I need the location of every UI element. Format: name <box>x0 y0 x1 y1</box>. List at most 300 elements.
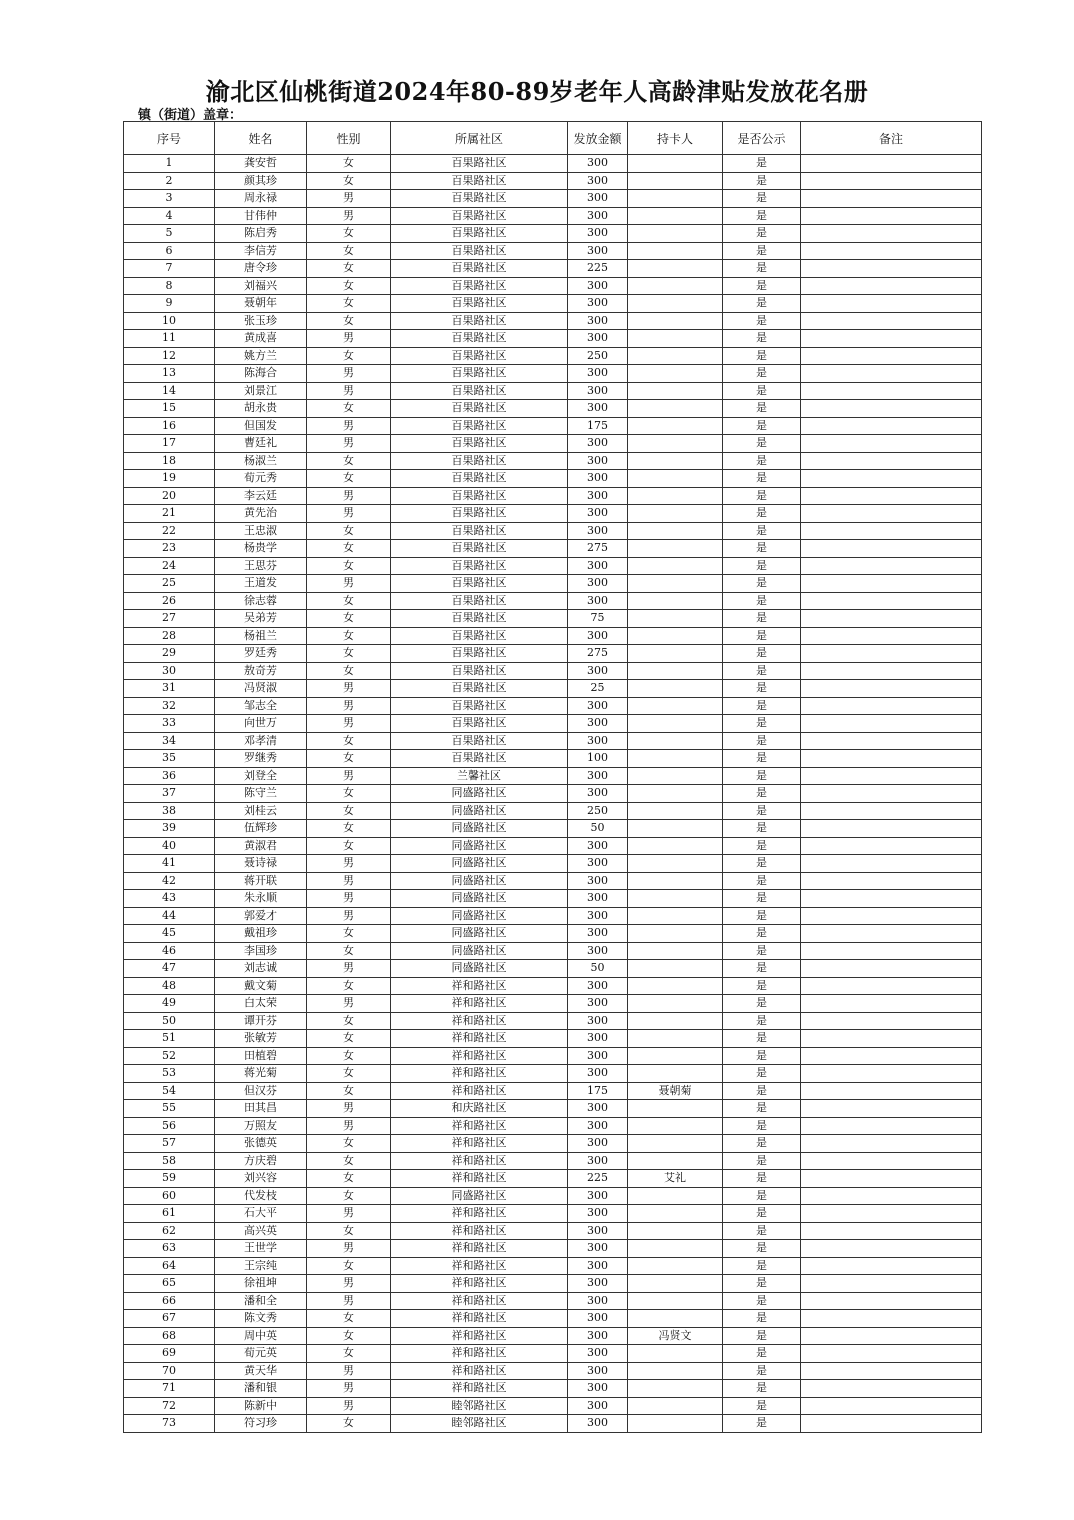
cell-published: 是 <box>723 645 801 663</box>
cell-remarks <box>801 1117 982 1135</box>
cell-remarks <box>801 1222 982 1240</box>
cell-amount: 300 <box>568 435 628 453</box>
cell-community: 祥和路社区 <box>391 1345 568 1363</box>
cell-community: 祥和路社区 <box>391 1065 568 1083</box>
cell-amount: 300 <box>568 225 628 243</box>
cell-published: 是 <box>723 522 801 540</box>
cell-name: 刘志诚 <box>215 960 307 978</box>
cell-index: 40 <box>124 837 215 855</box>
cell-remarks <box>801 960 982 978</box>
cell-remarks <box>801 977 982 995</box>
cell-community: 百果路社区 <box>391 155 568 173</box>
cell-index: 65 <box>124 1275 215 1293</box>
cell-community: 百果路社区 <box>391 207 568 225</box>
cell-gender: 男 <box>307 1240 391 1258</box>
cell-remarks <box>801 522 982 540</box>
cell-published: 是 <box>723 960 801 978</box>
cell-amount: 300 <box>568 855 628 873</box>
cell-community: 睦邻路社区 <box>391 1397 568 1415</box>
cell-index: 42 <box>124 872 215 890</box>
cell-community: 祥和路社区 <box>391 1380 568 1398</box>
table-row <box>124 1275 982 1293</box>
table-row <box>124 190 982 208</box>
cell-gender: 男 <box>307 680 391 698</box>
cell-index: 68 <box>124 1327 215 1345</box>
cell-cardholder <box>628 995 723 1013</box>
cell-published: 是 <box>723 662 801 680</box>
cell-name: 黄先治 <box>215 505 307 523</box>
cell-community: 百果路社区 <box>391 295 568 313</box>
cell-community: 百果路社区 <box>391 627 568 645</box>
cell-gender: 男 <box>307 382 391 400</box>
cell-remarks <box>801 802 982 820</box>
cell-community: 睦邻路社区 <box>391 1415 568 1433</box>
cell-name: 甘伟仲 <box>215 207 307 225</box>
cell-cardholder <box>628 575 723 593</box>
cell-amount: 300 <box>568 277 628 295</box>
table-row <box>124 1380 982 1398</box>
table-row <box>124 207 982 225</box>
cell-index: 14 <box>124 382 215 400</box>
table-row <box>124 1362 982 1380</box>
cell-published: 是 <box>723 1327 801 1345</box>
table-row <box>124 977 982 995</box>
cell-amount: 300 <box>568 365 628 383</box>
cell-gender: 男 <box>307 1380 391 1398</box>
cell-community: 百果路社区 <box>391 470 568 488</box>
cell-index: 27 <box>124 610 215 628</box>
cell-index: 22 <box>124 522 215 540</box>
cell-name: 伍辉珍 <box>215 820 307 838</box>
cell-index: 70 <box>124 1362 215 1380</box>
cell-name: 陈海合 <box>215 365 307 383</box>
table-row <box>124 680 982 698</box>
cell-index: 62 <box>124 1222 215 1240</box>
cell-community: 同盛路社区 <box>391 890 568 908</box>
cell-cardholder <box>628 540 723 558</box>
cell-cardholder <box>628 592 723 610</box>
cell-amount: 300 <box>568 470 628 488</box>
cell-published: 是 <box>723 1205 801 1223</box>
cell-cardholder <box>628 750 723 768</box>
cell-gender: 男 <box>307 1362 391 1380</box>
cell-name: 刘兴容 <box>215 1170 307 1188</box>
cell-cardholder <box>628 347 723 365</box>
cell-community: 同盛路社区 <box>391 960 568 978</box>
cell-community: 同盛路社区 <box>391 785 568 803</box>
cell-index: 34 <box>124 732 215 750</box>
cell-remarks <box>801 592 982 610</box>
cell-gender: 女 <box>307 1012 391 1030</box>
cell-community: 同盛路社区 <box>391 925 568 943</box>
cell-community: 同盛路社区 <box>391 1187 568 1205</box>
cell-index: 50 <box>124 1012 215 1030</box>
cell-name: 王忠淑 <box>215 522 307 540</box>
cell-name: 王思芬 <box>215 557 307 575</box>
cell-gender: 男 <box>307 767 391 785</box>
cell-name: 周永禄 <box>215 190 307 208</box>
cell-published: 是 <box>723 750 801 768</box>
cell-cardholder <box>628 505 723 523</box>
cell-cardholder <box>628 1047 723 1065</box>
cell-gender: 女 <box>307 260 391 278</box>
cell-gender: 女 <box>307 837 391 855</box>
cell-amount: 300 <box>568 330 628 348</box>
cell-published: 是 <box>723 837 801 855</box>
cell-amount: 300 <box>568 487 628 505</box>
cell-name: 徐祖坤 <box>215 1275 307 1293</box>
cell-amount: 300 <box>568 1310 628 1328</box>
table-row <box>124 750 982 768</box>
table-row <box>124 1117 982 1135</box>
cell-community: 百果路社区 <box>391 400 568 418</box>
cell-index: 58 <box>124 1152 215 1170</box>
cell-published: 是 <box>723 382 801 400</box>
cell-remarks <box>801 1397 982 1415</box>
cell-amount: 300 <box>568 1257 628 1275</box>
cell-published: 是 <box>723 172 801 190</box>
cell-name: 敖奇芳 <box>215 662 307 680</box>
cell-cardholder <box>628 1257 723 1275</box>
cell-name: 张德英 <box>215 1135 307 1153</box>
cell-amount: 300 <box>568 557 628 575</box>
cell-name: 戴祖珍 <box>215 925 307 943</box>
table-row <box>124 505 982 523</box>
cell-gender: 女 <box>307 522 391 540</box>
cell-cardholder <box>628 785 723 803</box>
cell-cardholder <box>628 1292 723 1310</box>
cell-amount: 300 <box>568 1327 628 1345</box>
cell-name: 唐令珍 <box>215 260 307 278</box>
cell-index: 54 <box>124 1082 215 1100</box>
table-row <box>124 260 982 278</box>
cell-remarks <box>801 767 982 785</box>
cell-community: 祥和路社区 <box>391 1047 568 1065</box>
cell-index: 49 <box>124 995 215 1013</box>
cell-community: 祥和路社区 <box>391 995 568 1013</box>
cell-remarks <box>801 890 982 908</box>
cell-published: 是 <box>723 330 801 348</box>
cell-amount: 300 <box>568 1187 628 1205</box>
cell-cardholder: 聂朝菊 <box>628 1082 723 1100</box>
cell-remarks <box>801 907 982 925</box>
cell-community: 百果路社区 <box>391 172 568 190</box>
cell-published: 是 <box>723 347 801 365</box>
cell-amount: 300 <box>568 1362 628 1380</box>
cell-index: 18 <box>124 452 215 470</box>
table-row <box>124 645 982 663</box>
cell-community: 同盛路社区 <box>391 942 568 960</box>
seal-label: 镇（街道）盖章： <box>138 108 243 123</box>
cell-cardholder <box>628 487 723 505</box>
cell-remarks <box>801 872 982 890</box>
cell-amount: 275 <box>568 645 628 663</box>
cell-name: 郭爱才 <box>215 907 307 925</box>
cell-index: 13 <box>124 365 215 383</box>
cell-cardholder <box>628 1152 723 1170</box>
table-row <box>124 942 982 960</box>
cell-community: 百果路社区 <box>391 312 568 330</box>
table-row <box>124 347 982 365</box>
table-row <box>124 540 982 558</box>
cell-cardholder <box>628 557 723 575</box>
cell-name: 姚方兰 <box>215 347 307 365</box>
cell-community: 祥和路社区 <box>391 1240 568 1258</box>
cell-name: 王宗纯 <box>215 1257 307 1275</box>
cell-cardholder <box>628 855 723 873</box>
cell-amount: 300 <box>568 785 628 803</box>
cell-remarks <box>801 1187 982 1205</box>
cell-index: 2 <box>124 172 215 190</box>
cell-name: 石大平 <box>215 1205 307 1223</box>
cell-gender: 女 <box>307 925 391 943</box>
cell-name: 潘和全 <box>215 1292 307 1310</box>
cell-remarks <box>801 1030 982 1048</box>
cell-community: 百果路社区 <box>391 417 568 435</box>
cell-published: 是 <box>723 452 801 470</box>
cell-remarks <box>801 155 982 173</box>
cell-remarks <box>801 627 982 645</box>
table-row <box>124 330 982 348</box>
cell-remarks <box>801 942 982 960</box>
cell-remarks <box>801 1257 982 1275</box>
cell-cardholder <box>628 1117 723 1135</box>
cell-gender: 女 <box>307 1345 391 1363</box>
cell-index: 39 <box>124 820 215 838</box>
table-row <box>124 1012 982 1030</box>
cell-gender: 女 <box>307 627 391 645</box>
cell-name: 朱永顺 <box>215 890 307 908</box>
table-row <box>124 365 982 383</box>
cell-remarks <box>801 1380 982 1398</box>
cell-index: 33 <box>124 715 215 733</box>
cell-community: 祥和路社区 <box>391 1310 568 1328</box>
cell-gender: 女 <box>307 1030 391 1048</box>
cell-community: 百果路社区 <box>391 225 568 243</box>
cell-community: 兰馨社区 <box>391 767 568 785</box>
cell-gender: 女 <box>307 645 391 663</box>
cell-cardholder <box>628 1205 723 1223</box>
cell-name: 潘和银 <box>215 1380 307 1398</box>
cell-remarks <box>801 1362 982 1380</box>
cell-gender: 女 <box>307 1257 391 1275</box>
table-row <box>124 697 982 715</box>
cell-community: 祥和路社区 <box>391 1135 568 1153</box>
cell-cardholder <box>628 610 723 628</box>
cell-community: 百果路社区 <box>391 557 568 575</box>
cell-gender: 男 <box>307 960 391 978</box>
cell-cardholder <box>628 1362 723 1380</box>
cell-gender: 女 <box>307 592 391 610</box>
cell-name: 田其昌 <box>215 1100 307 1118</box>
cell-remarks <box>801 1345 982 1363</box>
cell-amount: 225 <box>568 1170 628 1188</box>
cell-cardholder <box>628 1030 723 1048</box>
cell-index: 45 <box>124 925 215 943</box>
cell-published: 是 <box>723 417 801 435</box>
table-row <box>124 242 982 260</box>
table-row <box>124 627 982 645</box>
cell-name: 王道发 <box>215 575 307 593</box>
cell-cardholder <box>628 1380 723 1398</box>
col-header-index: 序号 <box>124 122 215 155</box>
cell-cardholder <box>628 662 723 680</box>
cell-name: 万照友 <box>215 1117 307 1135</box>
cell-community: 百果路社区 <box>391 540 568 558</box>
cell-amount: 300 <box>568 242 628 260</box>
cell-gender: 男 <box>307 190 391 208</box>
cell-name: 冯贤淑 <box>215 680 307 698</box>
cell-amount: 300 <box>568 295 628 313</box>
cell-index: 17 <box>124 435 215 453</box>
cell-amount: 300 <box>568 1030 628 1048</box>
cell-name: 陈新中 <box>215 1397 307 1415</box>
cell-published: 是 <box>723 1135 801 1153</box>
table-row <box>124 172 982 190</box>
cell-amount: 300 <box>568 1135 628 1153</box>
cell-index: 71 <box>124 1380 215 1398</box>
cell-published: 是 <box>723 1397 801 1415</box>
table-row <box>124 1030 982 1048</box>
cell-published: 是 <box>723 1292 801 1310</box>
cell-name: 但国发 <box>215 417 307 435</box>
cell-published: 是 <box>723 505 801 523</box>
cell-gender: 女 <box>307 732 391 750</box>
cell-amount: 300 <box>568 1047 628 1065</box>
cell-gender: 男 <box>307 907 391 925</box>
cell-remarks <box>801 732 982 750</box>
cell-amount: 300 <box>568 575 628 593</box>
cell-published: 是 <box>723 1275 801 1293</box>
cell-remarks <box>801 277 982 295</box>
cell-gender: 男 <box>307 575 391 593</box>
cell-index: 28 <box>124 627 215 645</box>
cell-gender: 女 <box>307 1082 391 1100</box>
cell-published: 是 <box>723 697 801 715</box>
cell-name: 张玉珍 <box>215 312 307 330</box>
cell-amount: 300 <box>568 627 628 645</box>
cell-index: 61 <box>124 1205 215 1223</box>
cell-name: 邹志全 <box>215 697 307 715</box>
table-row <box>124 225 982 243</box>
table-row <box>124 1152 982 1170</box>
cell-index: 5 <box>124 225 215 243</box>
cell-cardholder <box>628 417 723 435</box>
cell-remarks <box>801 557 982 575</box>
cell-amount: 300 <box>568 890 628 908</box>
cell-index: 26 <box>124 592 215 610</box>
table-row <box>124 487 982 505</box>
cell-index: 56 <box>124 1117 215 1135</box>
cell-community: 祥和路社区 <box>391 1222 568 1240</box>
cell-name: 白太荣 <box>215 995 307 1013</box>
cell-index: 63 <box>124 1240 215 1258</box>
cell-gender: 女 <box>307 242 391 260</box>
table-row <box>124 417 982 435</box>
cell-index: 15 <box>124 400 215 418</box>
cell-name: 聂诗禄 <box>215 855 307 873</box>
cell-gender: 女 <box>307 1065 391 1083</box>
cell-published: 是 <box>723 1100 801 1118</box>
cell-name: 龚安哲 <box>215 155 307 173</box>
cell-index: 53 <box>124 1065 215 1083</box>
table-row <box>124 837 982 855</box>
cell-community: 同盛路社区 <box>391 802 568 820</box>
cell-published: 是 <box>723 435 801 453</box>
cell-remarks <box>801 400 982 418</box>
cell-remarks <box>801 995 982 1013</box>
cell-remarks <box>801 750 982 768</box>
cell-community: 祥和路社区 <box>391 977 568 995</box>
cell-cardholder <box>628 872 723 890</box>
cell-published: 是 <box>723 592 801 610</box>
cell-published: 是 <box>723 1152 801 1170</box>
cell-amount: 300 <box>568 907 628 925</box>
cell-cardholder <box>628 732 723 750</box>
cell-remarks <box>801 382 982 400</box>
cell-community: 百果路社区 <box>391 697 568 715</box>
cell-gender: 女 <box>307 347 391 365</box>
col-header-remarks: 备注 <box>801 122 982 155</box>
cell-community: 百果路社区 <box>391 260 568 278</box>
cell-gender: 女 <box>307 942 391 960</box>
cell-cardholder <box>628 207 723 225</box>
cell-name: 陈文秀 <box>215 1310 307 1328</box>
cell-index: 3 <box>124 190 215 208</box>
table-row <box>124 1292 982 1310</box>
cell-community: 百果路社区 <box>391 330 568 348</box>
cell-cardholder <box>628 767 723 785</box>
cell-name: 刘登全 <box>215 767 307 785</box>
cell-name: 田植碧 <box>215 1047 307 1065</box>
cell-remarks <box>801 540 982 558</box>
cell-remarks <box>801 365 982 383</box>
cell-index: 52 <box>124 1047 215 1065</box>
cell-published: 是 <box>723 1257 801 1275</box>
cell-remarks <box>801 505 982 523</box>
cell-community: 同盛路社区 <box>391 855 568 873</box>
cell-published: 是 <box>723 575 801 593</box>
cell-amount: 300 <box>568 522 628 540</box>
cell-remarks <box>801 1205 982 1223</box>
cell-name: 荀元秀 <box>215 470 307 488</box>
table-row <box>124 890 982 908</box>
cell-name: 方庆碧 <box>215 1152 307 1170</box>
cell-name: 向世万 <box>215 715 307 733</box>
cell-published: 是 <box>723 855 801 873</box>
cell-name: 符习珍 <box>215 1415 307 1433</box>
cell-gender: 女 <box>307 1222 391 1240</box>
cell-remarks <box>801 1100 982 1118</box>
cell-amount: 300 <box>568 977 628 995</box>
cell-amount: 300 <box>568 1240 628 1258</box>
cell-community: 祥和路社区 <box>391 1117 568 1135</box>
cell-cardholder <box>628 435 723 453</box>
cell-name: 胡永贵 <box>215 400 307 418</box>
cell-amount: 300 <box>568 400 628 418</box>
cell-published: 是 <box>723 260 801 278</box>
cell-published: 是 <box>723 890 801 908</box>
cell-gender: 女 <box>307 1327 391 1345</box>
cell-amount: 300 <box>568 592 628 610</box>
cell-community: 祥和路社区 <box>391 1327 568 1345</box>
cell-cardholder <box>628 837 723 855</box>
cell-published: 是 <box>723 190 801 208</box>
cell-gender: 男 <box>307 872 391 890</box>
cell-index: 55 <box>124 1100 215 1118</box>
cell-amount: 300 <box>568 1397 628 1415</box>
cell-amount: 225 <box>568 260 628 278</box>
